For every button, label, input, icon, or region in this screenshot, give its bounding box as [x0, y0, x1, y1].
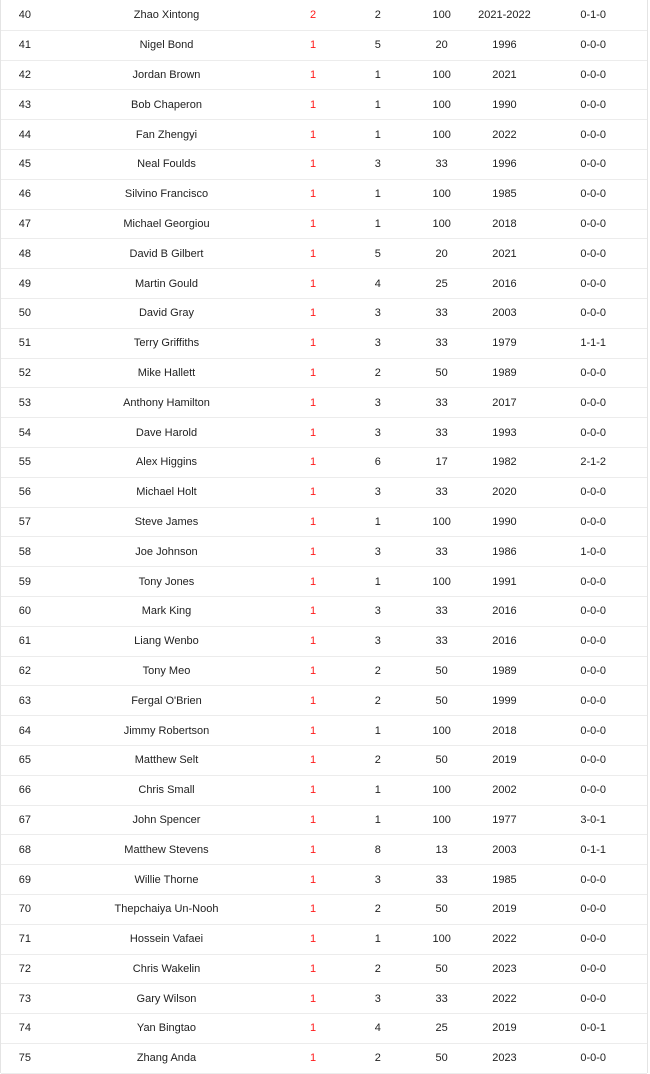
- player-name-cell: Silvino Francisco: [124, 188, 209, 201]
- record-cell: 0-0-0: [580, 605, 607, 618]
- win-percent-cell: 17: [435, 456, 448, 469]
- titles-count-cell: 1: [309, 486, 317, 499]
- win-percent-cell: 33: [435, 635, 448, 648]
- player-name-cell: Steve James: [134, 515, 199, 528]
- record-cell: 0-0-0: [580, 1052, 607, 1065]
- rank-cell: 56: [18, 486, 32, 499]
- rank-cell: 72: [18, 962, 32, 975]
- record-cell: 1-1-1: [580, 337, 607, 350]
- record-cell: 0-0-0: [580, 515, 607, 528]
- rank-cell: 49: [18, 277, 32, 290]
- win-percent-cell: 33: [435, 307, 448, 320]
- table-row: [1, 1044, 647, 1074]
- rank-cell: 53: [18, 396, 32, 409]
- finals-count-cell: 2: [374, 694, 381, 707]
- finals-count-cell: 5: [374, 39, 381, 52]
- table-row: [1, 418, 647, 448]
- titles-count-cell: 1: [309, 128, 317, 141]
- player-name-cell: Hossein Vafaei: [129, 933, 204, 946]
- table-row: [1, 359, 647, 389]
- rank-cell: 75: [18, 1052, 32, 1065]
- record-cell: 1-0-0: [580, 545, 607, 558]
- finals-count-cell: 1: [374, 813, 381, 826]
- titles-count-cell: 1: [309, 813, 317, 826]
- record-cell: 0-0-0: [580, 724, 607, 737]
- win-percent-cell: 100: [432, 933, 451, 946]
- win-percent-cell: 25: [435, 277, 448, 290]
- rank-cell: 55: [18, 456, 32, 469]
- titles-count-cell: 1: [309, 247, 317, 260]
- finals-count-cell: 1: [374, 933, 381, 946]
- record-cell: 0-0-1: [580, 1022, 607, 1035]
- table-row: [1, 567, 647, 597]
- years-cell: 1990: [492, 515, 517, 528]
- years-cell: 2022: [492, 992, 517, 1005]
- years-cell: 1989: [492, 664, 517, 677]
- years-cell: 1985: [492, 873, 517, 886]
- years-cell: 2018: [492, 724, 517, 737]
- years-cell: 2016: [492, 277, 517, 290]
- finals-count-cell: 2: [374, 754, 381, 767]
- table-row: [1, 329, 647, 359]
- table-row: [1, 686, 647, 716]
- win-percent-cell: 20: [435, 247, 448, 260]
- win-percent-cell: 100: [432, 784, 451, 797]
- years-cell: 2017: [492, 396, 517, 409]
- finals-count-cell: 2: [374, 903, 381, 916]
- finals-count-cell: 2: [374, 366, 381, 379]
- table-row: [1, 180, 647, 210]
- record-cell: 0-0-0: [580, 128, 607, 141]
- titles-count-cell: 1: [309, 217, 317, 230]
- table-row: [1, 299, 647, 329]
- player-name-cell: Jordan Brown: [132, 68, 201, 81]
- finals-count-cell: 3: [374, 635, 381, 648]
- titles-count-cell: 1: [309, 515, 317, 528]
- table-row: [1, 448, 647, 478]
- years-cell: 2002: [492, 784, 517, 797]
- table-row: [1, 835, 647, 865]
- player-name-cell: Chris Small: [138, 784, 195, 797]
- years-cell: 2021: [492, 68, 517, 81]
- finals-count-cell: 2: [374, 664, 381, 677]
- win-percent-cell: 100: [432, 575, 451, 588]
- finals-count-cell: 4: [374, 1022, 381, 1035]
- table-row: [1, 239, 647, 269]
- win-percent-cell: 100: [432, 724, 451, 737]
- years-cell: 2016: [492, 635, 517, 648]
- rank-cell: 70: [18, 903, 32, 916]
- titles-count-cell: 1: [309, 158, 317, 171]
- finals-count-cell: 5: [374, 247, 381, 260]
- years-cell: 1993: [492, 426, 517, 439]
- years-cell: 2023: [492, 962, 517, 975]
- rank-cell: 62: [18, 664, 32, 677]
- player-name-cell: Willie Thorne: [134, 873, 199, 886]
- rank-cell: 54: [18, 426, 32, 439]
- player-name-cell: Bob Chaperon: [131, 98, 202, 111]
- table-row: [1, 895, 647, 925]
- years-cell: 2020: [492, 486, 517, 499]
- table-row: [1, 597, 647, 627]
- titles-count-cell: 1: [309, 873, 317, 886]
- record-cell: 0-0-0: [580, 784, 607, 797]
- rank-cell: 68: [18, 843, 32, 856]
- table-row: [1, 984, 647, 1014]
- titles-count-cell: 1: [309, 396, 317, 409]
- titles-count-cell: 1: [309, 933, 317, 946]
- years-cell: 1990: [492, 98, 517, 111]
- player-name-cell: Thepchaiya Un-Nooh: [114, 903, 219, 916]
- finals-count-cell: 3: [374, 426, 381, 439]
- table-row: [1, 269, 647, 299]
- player-name-cell: Matthew Selt: [134, 754, 199, 767]
- titles-count-cell: 1: [309, 277, 317, 290]
- record-cell: 0-0-0: [580, 486, 607, 499]
- player-name-cell: Jimmy Robertson: [123, 724, 210, 737]
- rank-cell: 67: [18, 813, 32, 826]
- record-cell: 0-0-0: [580, 247, 607, 260]
- win-percent-cell: 33: [435, 545, 448, 558]
- table-row: [1, 537, 647, 567]
- rank-cell: 52: [18, 366, 32, 379]
- years-cell: 1991: [492, 575, 517, 588]
- player-name-cell: Liang Wenbo: [134, 635, 199, 648]
- rank-cell: 57: [18, 515, 32, 528]
- record-cell: 0-0-0: [580, 188, 607, 201]
- finals-count-cell: 1: [374, 128, 381, 141]
- player-name-cell: Michael Georgiou: [123, 217, 210, 230]
- titles-count-cell: 1: [309, 188, 317, 201]
- finals-count-cell: 1: [374, 217, 381, 230]
- record-cell: 0-1-1: [580, 843, 607, 856]
- win-percent-cell: 33: [435, 426, 448, 439]
- win-percent-cell: 20: [435, 39, 448, 52]
- table-row: [1, 478, 647, 508]
- years-cell: 2022: [492, 933, 517, 946]
- titles-count-cell: 1: [309, 545, 317, 558]
- years-cell: 1986: [492, 545, 517, 558]
- record-cell: 0-0-0: [580, 664, 607, 677]
- table-row: [1, 627, 647, 657]
- record-cell: 0-0-0: [580, 98, 607, 111]
- player-name-cell: Zhao Xintong: [133, 8, 200, 21]
- finals-count-cell: 1: [374, 724, 381, 737]
- table-row: [1, 925, 647, 955]
- years-cell: 1979: [492, 337, 517, 350]
- player-name-cell: Michael Holt: [136, 486, 197, 499]
- win-percent-cell: 100: [432, 515, 451, 528]
- finals-count-cell: 1: [374, 515, 381, 528]
- record-cell: 0-0-0: [580, 903, 607, 916]
- finals-count-cell: 3: [374, 992, 381, 1005]
- table-row: [1, 746, 647, 776]
- finals-count-cell: 3: [374, 873, 381, 886]
- win-percent-cell: 33: [435, 486, 448, 499]
- win-percent-cell: 25: [435, 1022, 448, 1035]
- finals-count-cell: 8: [374, 843, 381, 856]
- finals-count-cell: 3: [374, 605, 381, 618]
- win-percent-cell: 33: [435, 605, 448, 618]
- years-cell: 2021-2022: [478, 8, 531, 21]
- player-name-cell: Dave Harold: [135, 426, 198, 439]
- rank-cell: 46: [18, 188, 32, 201]
- win-percent-cell: 100: [432, 68, 451, 81]
- player-name-cell: Tony Meo: [142, 664, 191, 677]
- win-percent-cell: 33: [435, 992, 448, 1005]
- record-cell: 0-0-0: [580, 366, 607, 379]
- win-percent-cell: 33: [435, 396, 448, 409]
- record-cell: 0-0-0: [580, 873, 607, 886]
- player-name-cell: Alex Higgins: [135, 456, 198, 469]
- years-cell: 1999: [492, 694, 517, 707]
- finals-count-cell: 1: [374, 575, 381, 588]
- titles-count-cell: 2: [309, 8, 317, 21]
- win-percent-cell: 50: [435, 962, 448, 975]
- win-percent-cell: 13: [435, 843, 448, 856]
- finals-count-cell: 3: [374, 396, 381, 409]
- win-percent-cell: 33: [435, 158, 448, 171]
- finals-count-cell: 4: [374, 277, 381, 290]
- rank-cell: 73: [18, 992, 32, 1005]
- record-cell: 0-0-0: [580, 39, 607, 52]
- finals-count-cell: 6: [374, 456, 381, 469]
- record-cell: 0-0-0: [580, 694, 607, 707]
- table-row: [1, 716, 647, 746]
- titles-count-cell: 1: [309, 724, 317, 737]
- rank-cell: 65: [18, 754, 32, 767]
- finals-count-cell: 2: [374, 1052, 381, 1065]
- win-percent-cell: 100: [432, 128, 451, 141]
- rank-cell: 69: [18, 873, 32, 886]
- titles-count-cell: 1: [309, 784, 317, 797]
- win-percent-cell: 50: [435, 366, 448, 379]
- titles-count-cell: 1: [309, 754, 317, 767]
- player-name-cell: Neal Foulds: [137, 158, 196, 171]
- win-percent-cell: 50: [435, 694, 448, 707]
- titles-count-cell: 1: [309, 39, 317, 52]
- record-cell: 0-0-0: [580, 217, 607, 230]
- titles-count-cell: 1: [309, 843, 317, 856]
- table-row: [1, 388, 647, 418]
- rank-cell: 50: [18, 307, 32, 320]
- years-cell: 1985: [492, 188, 517, 201]
- titles-count-cell: 1: [309, 307, 317, 320]
- table-row: [1, 210, 647, 240]
- rank-cell: 71: [18, 933, 32, 946]
- record-cell: 0-0-0: [580, 426, 607, 439]
- finals-count-cell: 1: [374, 68, 381, 81]
- record-cell: 0-0-0: [580, 933, 607, 946]
- record-cell: 0-0-0: [580, 754, 607, 767]
- record-cell: 0-0-0: [580, 396, 607, 409]
- player-name-cell: Martin Gould: [135, 277, 198, 290]
- titles-count-cell: 1: [309, 98, 317, 111]
- player-name-cell: Joe Johnson: [135, 545, 198, 558]
- titles-count-cell: 1: [309, 456, 317, 469]
- years-cell: 1977: [492, 813, 517, 826]
- rank-cell: 41: [18, 39, 32, 52]
- years-cell: 2021: [492, 247, 517, 260]
- table-row: [1, 865, 647, 895]
- record-cell: 2-1-2: [580, 456, 607, 469]
- record-cell: 0-0-0: [580, 68, 607, 81]
- finals-count-cell: 3: [374, 486, 381, 499]
- record-cell: 0-0-0: [580, 575, 607, 588]
- titles-count-cell: 1: [309, 694, 317, 707]
- titles-count-cell: 1: [309, 635, 317, 648]
- rank-cell: 51: [18, 337, 32, 350]
- win-percent-cell: 50: [435, 1052, 448, 1065]
- record-cell: 0-0-0: [580, 635, 607, 648]
- table-row: [1, 120, 647, 150]
- titles-count-cell: 1: [309, 68, 317, 81]
- table-row: [1, 0, 647, 31]
- titles-count-cell: 1: [309, 992, 317, 1005]
- rank-cell: 64: [18, 724, 32, 737]
- rank-cell: 43: [18, 98, 32, 111]
- titles-count-cell: 1: [309, 366, 317, 379]
- rank-cell: 59: [18, 575, 32, 588]
- rank-cell: 60: [18, 605, 32, 618]
- rank-cell: 61: [18, 635, 32, 648]
- rank-cell: 48: [18, 247, 32, 260]
- record-cell: 0-0-0: [580, 962, 607, 975]
- player-name-cell: Tony Jones: [138, 575, 195, 588]
- win-percent-cell: 100: [432, 217, 451, 230]
- titles-count-cell: 1: [309, 575, 317, 588]
- player-name-cell: David Gray: [138, 307, 194, 320]
- player-name-cell: David B Gilbert: [129, 247, 204, 260]
- record-cell: 0-0-0: [580, 158, 607, 171]
- record-cell: 0-0-0: [580, 992, 607, 1005]
- years-cell: 2016: [492, 605, 517, 618]
- player-name-cell: Matthew Stevens: [124, 843, 209, 856]
- win-percent-cell: 100: [432, 813, 451, 826]
- win-percent-cell: 50: [435, 754, 448, 767]
- rank-cell: 74: [18, 1022, 32, 1035]
- years-cell: 2019: [492, 754, 517, 767]
- rank-cell: 40: [18, 8, 32, 21]
- titles-count-cell: 1: [309, 605, 317, 618]
- win-percent-cell: 33: [435, 337, 448, 350]
- player-name-cell: Yan Bingtao: [136, 1022, 197, 1035]
- years-cell: 2023: [492, 1052, 517, 1065]
- player-name-cell: Fergal O'Brien: [131, 694, 202, 707]
- titles-count-cell: 1: [309, 426, 317, 439]
- finals-count-cell: 2: [374, 962, 381, 975]
- finals-count-cell: 1: [374, 188, 381, 201]
- titles-count-cell: 1: [309, 337, 317, 350]
- table-row: [1, 657, 647, 687]
- finals-count-cell: 3: [374, 307, 381, 320]
- table-row: [1, 90, 647, 120]
- years-cell: 2018: [492, 217, 517, 230]
- finals-count-cell: 3: [374, 337, 381, 350]
- finals-count-cell: 3: [374, 545, 381, 558]
- finals-count-cell: 1: [374, 98, 381, 111]
- finals-count-cell: 3: [374, 158, 381, 171]
- table-row: [1, 776, 647, 806]
- table-row: [1, 150, 647, 180]
- finals-count-cell: 1: [374, 784, 381, 797]
- years-cell: 2003: [492, 307, 517, 320]
- player-name-cell: Mike Hallett: [137, 366, 196, 379]
- player-name-cell: Nigel Bond: [139, 39, 194, 52]
- record-cell: 0-1-0: [580, 8, 607, 21]
- table-row: [1, 61, 647, 91]
- years-cell: 2022: [492, 128, 517, 141]
- record-cell: 3-0-1: [580, 813, 607, 826]
- record-cell: 0-0-0: [580, 307, 607, 320]
- rank-cell: 47: [18, 217, 32, 230]
- years-cell: 2003: [492, 843, 517, 856]
- rank-cell: 66: [18, 784, 32, 797]
- rank-cell: 45: [18, 158, 32, 171]
- win-percent-cell: 100: [432, 8, 451, 21]
- player-name-cell: Terry Griffiths: [133, 337, 200, 350]
- table-row: [1, 955, 647, 985]
- table-row: [1, 31, 647, 61]
- years-cell: 1989: [492, 366, 517, 379]
- titles-count-cell: 1: [309, 664, 317, 677]
- titles-count-cell: 1: [309, 1022, 317, 1035]
- years-cell: 2019: [492, 1022, 517, 1035]
- titles-count-cell: 1: [309, 1052, 317, 1065]
- table-row: [1, 508, 647, 538]
- player-name-cell: John Spencer: [132, 813, 201, 826]
- titles-count-cell: 1: [309, 903, 317, 916]
- player-name-cell: Mark King: [141, 605, 192, 618]
- player-name-cell: Zhang Anda: [136, 1052, 197, 1065]
- player-name-cell: Chris Wakelin: [132, 962, 201, 975]
- record-cell: 0-0-0: [580, 277, 607, 290]
- player-name-cell: Fan Zhengyi: [135, 128, 198, 141]
- years-cell: 1996: [492, 39, 517, 52]
- player-name-cell: Gary Wilson: [136, 992, 197, 1005]
- win-percent-cell: 100: [432, 188, 451, 201]
- win-percent-cell: 50: [435, 664, 448, 677]
- years-cell: 1982: [492, 456, 517, 469]
- rank-cell: 58: [18, 545, 32, 558]
- titles-count-cell: 1: [309, 962, 317, 975]
- rank-cell: 44: [18, 128, 32, 141]
- rank-cell: 42: [18, 68, 32, 81]
- table-row: [1, 1014, 647, 1044]
- table-row: [1, 806, 647, 836]
- win-percent-cell: 100: [432, 98, 451, 111]
- years-cell: 1996: [492, 158, 517, 171]
- years-cell: 2019: [492, 903, 517, 916]
- win-percent-cell: 50: [435, 903, 448, 916]
- win-percent-cell: 33: [435, 873, 448, 886]
- player-name-cell: Anthony Hamilton: [123, 396, 210, 409]
- finals-count-cell: 2: [374, 8, 381, 21]
- rank-cell: 63: [18, 694, 32, 707]
